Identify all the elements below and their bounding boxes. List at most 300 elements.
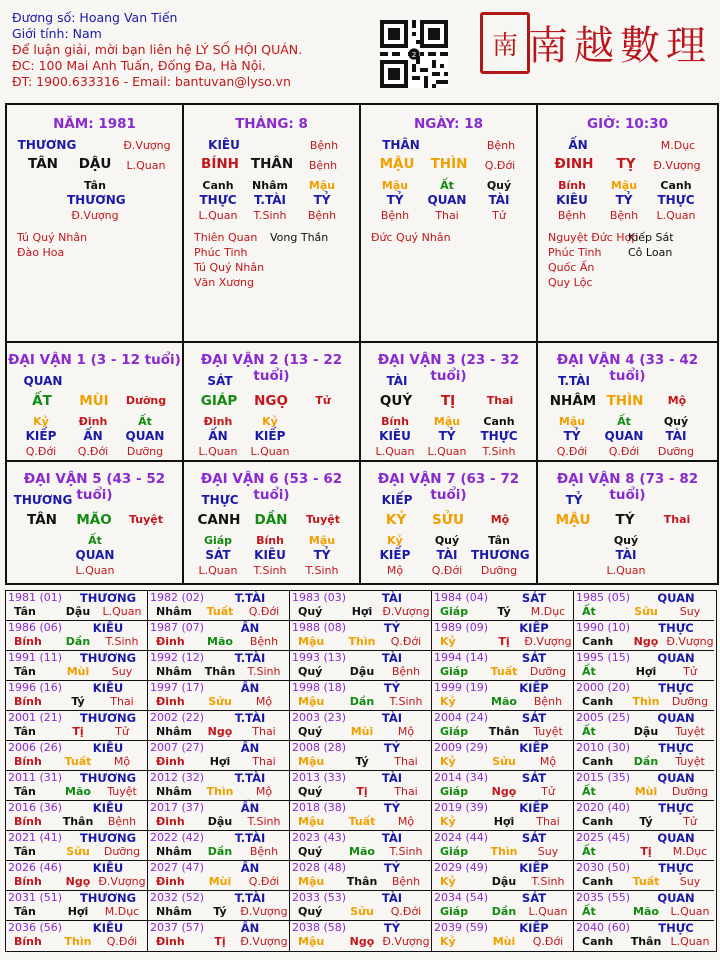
year-cell <box>290 861 432 891</box>
year-sao: SÁT <box>521 591 547 605</box>
year-can: Giáp <box>440 785 469 798</box>
hidden-stem: Canh <box>660 179 692 192</box>
hidden-sao: SÁT <box>205 548 231 562</box>
year-state: Đ.Vượng <box>666 635 714 648</box>
year-label: 1990 (10) <box>576 621 631 634</box>
hidden-stem: Bính <box>558 179 586 192</box>
hidden-state: T.Sinh <box>253 209 287 222</box>
hidden-stem: Quý <box>663 415 689 428</box>
pillar-can-chi: THÌN <box>430 156 468 172</box>
year-label: 2017 (37) <box>150 801 205 814</box>
hidden-stem: Đinh <box>203 415 233 428</box>
year-cell <box>148 681 290 711</box>
hidden-state: L.Quan <box>375 445 415 458</box>
year-state: Bệnh <box>533 695 563 708</box>
year-label: 2018 (38) <box>292 801 347 814</box>
hidden-state: Q.Đới <box>556 445 588 458</box>
year-can: Mậu <box>298 635 325 648</box>
year-sao: KIẾP <box>519 741 549 755</box>
year-chi: Hợi <box>635 665 657 678</box>
hidden-stem: Kỷ <box>387 534 403 547</box>
dai-van-cell <box>538 343 717 462</box>
year-can: Tân <box>14 605 36 618</box>
dai-van-chi: SỬU <box>432 512 464 528</box>
year-can: Đinh <box>156 815 185 828</box>
dai-van-cell <box>7 462 184 583</box>
pillar-sao-state: Bệnh <box>486 139 516 152</box>
year-cell <box>432 771 574 801</box>
pillar-sao: THƯƠNG <box>17 138 77 152</box>
year-chi: Tị <box>72 725 84 738</box>
hidden-stem: Bính <box>256 534 284 547</box>
year-label: 2001 (21) <box>8 711 63 724</box>
year-can: Mậu <box>298 815 325 828</box>
year-cell <box>574 831 714 861</box>
year-sao: THƯƠNG <box>79 651 137 665</box>
year-label: 2025 (45) <box>576 831 631 844</box>
hidden-sao: THỰC <box>199 193 237 207</box>
year-state: Mộ <box>539 755 557 768</box>
year-sao: QUAN <box>657 771 695 785</box>
year-chi: Tý <box>497 605 511 618</box>
pillar-mid-state: Bệnh <box>308 159 338 172</box>
hidden-state: Bệnh <box>557 209 587 222</box>
pillar-can-chi: MẬU <box>379 156 415 172</box>
year-label: 2002 (22) <box>150 711 205 724</box>
year-label: 2012 (32) <box>150 771 205 784</box>
year-state: Suy <box>111 665 133 678</box>
year-can: Bính <box>14 815 42 828</box>
phone-email: ĐT: 1900.633316 - Email: bantuvan@lyso.vn <box>12 74 291 89</box>
year-cell <box>432 831 574 861</box>
year-sao: TÀI <box>381 711 403 725</box>
hidden-sao: THƯƠNG <box>471 548 530 562</box>
dai-van-title: ĐẠI VẬN 6 (53 - 62 tuổi) <box>200 471 343 503</box>
year-chi: Sửu <box>66 845 90 858</box>
year-chi: Sửu <box>350 905 374 918</box>
year-state: Tử <box>541 785 555 798</box>
hidden-stem: Kỷ <box>33 415 49 428</box>
dai-van-can: KỶ <box>385 512 407 528</box>
hidden-state: L.Quan <box>656 209 696 222</box>
year-label: 1998 (18) <box>292 681 347 694</box>
year-state: Tử <box>115 725 129 738</box>
year-cell <box>148 741 290 771</box>
year-can: Kỷ <box>440 635 456 648</box>
hidden-state: T.Sinh <box>482 445 516 458</box>
pillar-title: GIỜ: 10:30 <box>587 116 668 132</box>
year-sao: TÀI <box>381 831 403 845</box>
hidden-state: Thai <box>435 209 459 222</box>
year-sao: TỶ <box>383 681 401 695</box>
year-cell <box>432 921 574 951</box>
dai-van-sao: SÁT <box>207 374 233 388</box>
year-sao: KIÊU <box>92 861 124 875</box>
year-chi: Mùi <box>492 935 516 948</box>
year-chi: Thìn <box>632 695 660 708</box>
year-cell <box>574 891 714 921</box>
year-can: Tân <box>14 665 36 678</box>
year-chi: Tý <box>213 905 227 918</box>
dai-van-can: GIÁP <box>200 393 238 409</box>
year-cell <box>574 591 714 621</box>
shen-sha: Tú Quý Nhân <box>17 231 88 244</box>
year-can: Canh <box>582 875 614 888</box>
year-can: Đinh <box>156 695 185 708</box>
year-label: 2027 (47) <box>150 861 205 874</box>
year-label: 2040 (60) <box>576 921 631 934</box>
year-can: Canh <box>582 935 614 948</box>
year-label: 1988 (08) <box>292 621 347 634</box>
year-state: Thai <box>110 695 134 708</box>
year-chi: Mùi <box>66 665 90 678</box>
year-sao: TÀI <box>381 651 403 665</box>
year-sao: QUAN <box>657 891 695 905</box>
year-cell <box>432 651 574 681</box>
year-chi: Thìn <box>490 845 518 858</box>
year-cell <box>148 711 290 741</box>
hidden-sao: QUAN <box>427 193 467 207</box>
dai-van-cell <box>184 462 361 583</box>
year-state: Đ.Vượng <box>240 905 288 918</box>
year-sao: QUAN <box>657 711 695 725</box>
dai-van-can: CANH <box>197 512 241 528</box>
dai-van-sao: TÀI <box>386 374 408 388</box>
year-can: Tân <box>14 845 36 858</box>
hidden-stem: Kỷ <box>262 415 278 428</box>
year-state: Suy <box>679 605 701 618</box>
year-state: Mộ <box>255 785 273 798</box>
year-state: T.Sinh <box>247 815 281 828</box>
hidden-stem: Mậu <box>610 179 638 192</box>
year-sao: THỰC <box>658 861 694 875</box>
year-cell <box>6 651 148 681</box>
hidden-sao: TỶ <box>615 193 633 207</box>
hidden-state: L.Quan <box>250 445 290 458</box>
year-cell <box>148 831 290 861</box>
year-state: Thai <box>536 815 560 828</box>
year-state: Dưỡng <box>103 845 141 858</box>
year-label: 2014 (34) <box>434 771 489 784</box>
year-cell <box>432 621 574 651</box>
year-label: 2032 (52) <box>150 891 205 904</box>
year-can: Kỷ <box>440 875 456 888</box>
pillar-title: THÁNG: 8 <box>235 116 308 132</box>
dai-van-sao: T.TÀI <box>558 374 590 388</box>
year-cell <box>432 801 574 831</box>
year-chi: Mùi <box>634 785 658 798</box>
year-chi: Dậu <box>65 605 91 618</box>
year-label: 2036 (56) <box>8 921 63 934</box>
year-label: 2013 (33) <box>292 771 347 784</box>
hidden-sao: QUAN <box>604 429 644 443</box>
hidden-stem: Ất <box>88 534 102 547</box>
year-chi: Dậu <box>349 665 375 678</box>
year-chi: Tuất <box>348 815 376 828</box>
year-label: 1995 (15) <box>576 651 631 664</box>
hidden-stem: Quý <box>486 179 512 192</box>
year-can: Ất <box>582 845 596 858</box>
year-label: 2003 (23) <box>292 711 347 724</box>
year-sao: SÁT <box>521 651 547 665</box>
pillar-mid-state: Q.Đới <box>484 159 516 172</box>
year-label: 1994 (14) <box>434 651 489 664</box>
hidden-stem: Mậu <box>433 415 461 428</box>
pillar-sao: ẤN <box>568 138 588 152</box>
hidden-sao: KIÊU <box>379 429 411 443</box>
year-state: Bệnh <box>391 665 421 678</box>
dai-van-cell <box>184 343 361 462</box>
year-label: 1992 (12) <box>150 651 205 664</box>
pillar-can-chi: TỴ <box>616 156 636 172</box>
hidden-state: Dưỡng <box>480 564 518 577</box>
year-cell <box>290 771 432 801</box>
year-cell <box>432 591 574 621</box>
year-state: Mộ <box>397 725 415 738</box>
year-label: 2039 (59) <box>434 921 489 934</box>
year-sao: T.TÀI <box>234 591 266 605</box>
year-cell <box>574 801 714 831</box>
year-can: Mậu <box>298 695 325 708</box>
year-label: 2037 (57) <box>150 921 205 934</box>
year-state: Thai <box>252 755 276 768</box>
year-chi: Dần <box>491 905 517 918</box>
year-label: 1983 (03) <box>292 591 347 604</box>
year-state: Q.Đới <box>532 935 564 948</box>
year-label: 2021 (41) <box>8 831 63 844</box>
year-sao: THỰC <box>658 741 694 755</box>
hidden-state: T.Sinh <box>253 564 287 577</box>
year-can: Giáp <box>440 845 469 858</box>
year-chi: Dậu <box>491 875 517 888</box>
year-chi: Tuất <box>490 665 518 678</box>
year-state: L.Quan <box>528 905 568 918</box>
year-chi: Mão <box>633 905 659 918</box>
year-label: 1987 (07) <box>150 621 205 634</box>
year-state: Suy <box>679 875 701 888</box>
year-state: Tuyệt <box>107 785 137 798</box>
hidden-state: L.Quan <box>198 564 238 577</box>
pillar-cell <box>538 105 717 343</box>
year-state: Dưỡng <box>671 695 709 708</box>
year-state: Q.Đới <box>248 875 280 888</box>
hidden-sao: KIẾP <box>254 429 286 443</box>
hidden-sao: ẤN <box>83 429 103 443</box>
dai-van-title: ĐẠI VẬN 1 (3 - 12 tuổi) <box>8 352 181 368</box>
year-chi: Mùi <box>350 725 374 738</box>
year-can: Mậu <box>298 935 325 948</box>
pillar-cell <box>7 105 184 343</box>
year-state: T.Sinh <box>247 665 281 678</box>
year-label: 1997 (17) <box>150 681 205 694</box>
dai-van-state: Tử <box>315 394 331 407</box>
hidden-stem: Mậu <box>308 534 336 547</box>
year-label: 1984 (04) <box>434 591 489 604</box>
year-chi: Mão <box>349 845 375 858</box>
year-sao: ẤN <box>240 861 260 875</box>
year-can: Quý <box>298 665 323 678</box>
address: ĐC: 100 Mai Anh Tuấn, Đống Đa, Hà Nội. <box>12 58 266 73</box>
year-state: Bệnh <box>391 875 421 888</box>
dai-van-sao: TỶ <box>565 493 583 507</box>
dai-van-cell <box>7 343 184 462</box>
year-chi: Tị <box>214 935 226 948</box>
dai-van-chi: MÃO <box>76 512 112 528</box>
year-sao: TÀI <box>381 771 403 785</box>
pillar-sao: KIÊU <box>208 138 240 152</box>
year-state: Tử <box>683 665 697 678</box>
year-chi: Ngọ <box>65 875 91 888</box>
year-cell <box>6 591 148 621</box>
year-sao: TỶ <box>383 741 401 755</box>
hidden-state: Q.Đới <box>25 445 57 458</box>
year-label: 2026 (46) <box>8 861 63 874</box>
year-sao: SÁT <box>521 711 547 725</box>
year-state: Mộ <box>397 815 415 828</box>
year-chi: Tị <box>356 785 368 798</box>
year-sao: T.TÀI <box>234 891 266 905</box>
year-sao: T.TÀI <box>234 651 266 665</box>
year-chi: Dần <box>65 635 91 648</box>
year-chi: Ngọ <box>207 725 233 738</box>
year-state: Tuyệt <box>533 725 563 738</box>
year-chi: Thân <box>346 875 378 888</box>
dai-van-title: ĐẠI VẬN 4 (33 - 42 tuổi) <box>556 352 699 384</box>
year-sao: THỰC <box>658 621 694 635</box>
year-label: 2004 (24) <box>434 711 489 724</box>
year-can: Quý <box>298 845 323 858</box>
year-chi: Tý <box>355 755 369 768</box>
year-sao: THƯƠNG <box>79 891 137 905</box>
year-cell <box>574 921 714 951</box>
hidden-sao: THỰC <box>657 193 695 207</box>
year-cell <box>574 621 714 651</box>
year-sao: KIÊU <box>92 621 124 635</box>
year-label: 1989 (09) <box>434 621 489 634</box>
year-state: Q.Đới <box>248 605 280 618</box>
year-sao: ẤN <box>240 621 260 635</box>
dai-van-title: ĐẠI VẬN 3 (23 - 32 tuổi) <box>377 352 520 384</box>
year-chi: Tuất <box>206 605 234 618</box>
dai-van-state: Tuyệt <box>305 513 340 526</box>
year-can: Bính <box>14 935 42 948</box>
year-sao: KIẾP <box>519 681 549 695</box>
pillar-cell <box>184 105 361 343</box>
year-state: Mộ <box>113 755 131 768</box>
shen-sha: Nguyệt Đức Hợp <box>548 231 639 244</box>
year-cell <box>148 921 290 951</box>
red-seal-stamp: 南 <box>480 12 530 74</box>
year-cell <box>290 621 432 651</box>
year-label: 2006 (26) <box>8 741 63 754</box>
year-state: T.Sinh <box>105 635 139 648</box>
year-cell <box>148 591 290 621</box>
year-label: 2015 (35) <box>576 771 631 784</box>
year-sao: THƯƠNG <box>79 831 137 845</box>
year-label: 1982 (02) <box>150 591 205 604</box>
header-info <box>12 10 302 90</box>
year-state: M.Dục <box>672 845 708 858</box>
hidden-state: L.Quan <box>75 564 115 577</box>
hidden-state: T.Sinh <box>305 564 339 577</box>
year-chi: Thân <box>204 665 236 678</box>
year-cell <box>574 711 714 741</box>
hidden-sao: TÀI <box>436 548 458 562</box>
year-cell <box>290 741 432 771</box>
hidden-stem: Mậu <box>308 179 336 192</box>
year-can: Kỷ <box>440 695 456 708</box>
year-sao: TỶ <box>383 801 401 815</box>
year-label: 1999 (19) <box>434 681 489 694</box>
year-can: Ất <box>582 605 596 618</box>
hidden-state: L.Quan <box>606 564 646 577</box>
year-cell <box>6 711 148 741</box>
pillar-sao-state: M.Dục <box>660 139 696 152</box>
year-state: Thai <box>394 755 418 768</box>
year-state: T.Sinh <box>389 845 423 858</box>
year-label: 1996 (16) <box>8 681 63 694</box>
year-sao: T.TÀI <box>234 711 266 725</box>
year-label: 2022 (42) <box>150 831 205 844</box>
year-chi: Dậu <box>633 725 659 738</box>
hidden-stem: Canh <box>202 179 234 192</box>
year-can: Đinh <box>156 635 185 648</box>
contact-note: Để luận giải, mời bạn liên hệ LÝ SỐ HỘI QUÁN. <box>12 42 303 57</box>
year-cell <box>290 681 432 711</box>
year-can: Kỷ <box>440 935 456 948</box>
year-can: Canh <box>582 815 614 828</box>
year-state: Bệnh <box>249 845 279 858</box>
year-label: 2023 (43) <box>292 831 347 844</box>
year-label: 2035 (55) <box>576 891 631 904</box>
year-can: Ất <box>582 905 596 918</box>
owner-name: Đương số: Hoang Van Tiến <box>12 10 178 25</box>
pillar-mid-state: Đ.Vượng <box>653 159 701 172</box>
year-state: Bệnh <box>107 815 137 828</box>
year-can: Ất <box>582 725 596 738</box>
year-can: Nhâm <box>156 725 192 738</box>
year-cell <box>574 861 714 891</box>
year-cell <box>574 771 714 801</box>
year-can: Nhâm <box>156 905 192 918</box>
year-cell <box>290 651 432 681</box>
dai-van-sao: QUAN <box>23 374 63 388</box>
hidden-sao: KIẾP <box>25 429 57 443</box>
year-cell <box>6 891 148 921</box>
year-chi: Tuất <box>632 875 660 888</box>
year-sao: QUAN <box>657 831 695 845</box>
year-can: Giáp <box>440 905 469 918</box>
pillar-title: NĂM: 1981 <box>53 116 136 132</box>
year-cell <box>432 861 574 891</box>
pillar-can-chi: ĐINH <box>554 156 594 172</box>
hidden-state: L.Quan <box>427 445 467 458</box>
year-sao: ẤN <box>240 681 260 695</box>
year-chi: Tị <box>498 635 510 648</box>
dai-van-cell <box>361 462 538 583</box>
year-cell <box>6 741 148 771</box>
shen-sha: Văn Xương <box>194 276 254 289</box>
year-can: Bính <box>14 635 42 648</box>
hidden-stem: Quý <box>613 534 639 547</box>
year-cell <box>6 921 148 951</box>
year-cell <box>432 711 574 741</box>
year-sao: QUAN <box>657 591 695 605</box>
year-chi: Tý <box>71 695 85 708</box>
hidden-sao: KIẾP <box>379 548 411 562</box>
year-chi: Hợi <box>351 605 373 618</box>
year-label: 2007 (27) <box>150 741 205 754</box>
